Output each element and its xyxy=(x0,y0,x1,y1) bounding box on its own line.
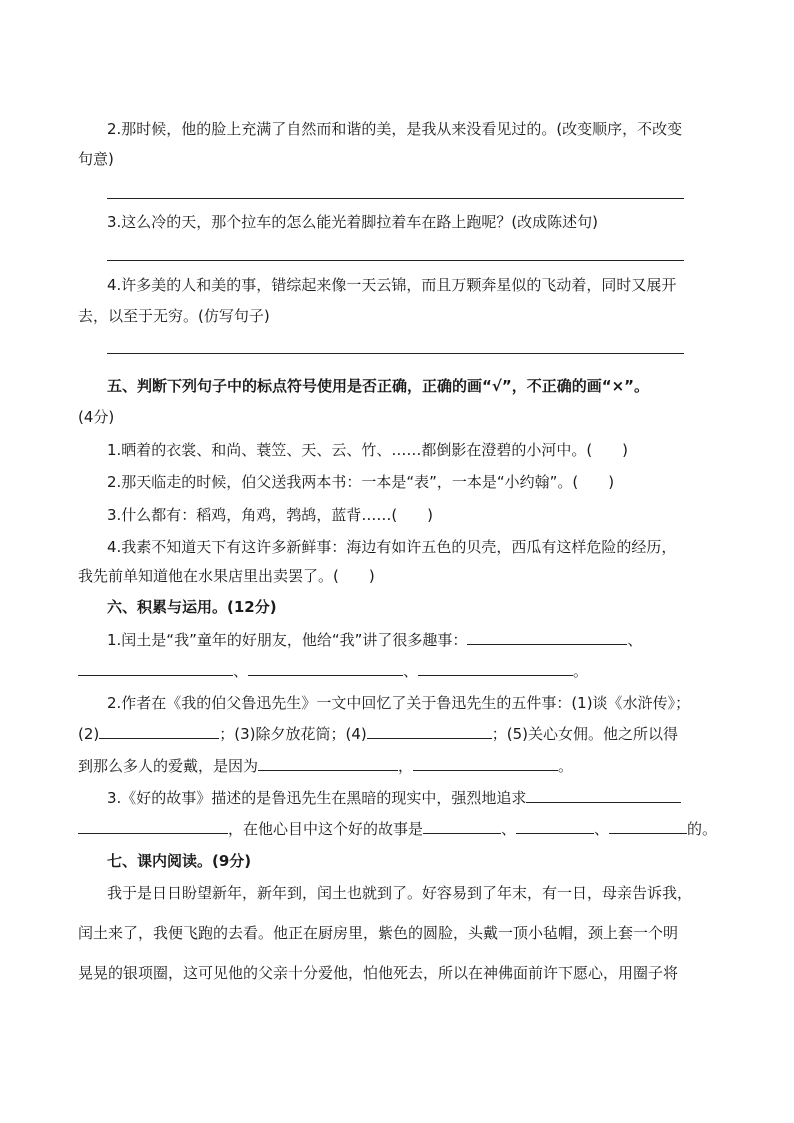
comma: 、 xyxy=(627,631,643,649)
q2-blank-2[interactable] xyxy=(367,723,492,739)
section5-item-1: 1.晒着的衣裳、和尚、蓑笠、天、云、竹、……都倒影在澄碧的小河中。( ) xyxy=(107,441,629,459)
period: 。 xyxy=(573,662,589,680)
q3-text-3: 的。 xyxy=(687,820,718,838)
section5-item-3: 3.什么都有：稻鸡，角鸡，鹁鸪，蓝背……( ) xyxy=(107,506,434,524)
q2-line-2: 句意) xyxy=(78,150,114,168)
q1-blank-1[interactable] xyxy=(467,629,627,645)
q3-blank-4[interactable] xyxy=(516,818,594,834)
q2-blank-1[interactable] xyxy=(99,723,219,739)
q1-blank-3[interactable] xyxy=(248,660,403,676)
section6-title: 六、积累与运用。(12分) xyxy=(107,598,277,616)
q2-answer-line[interactable] xyxy=(107,198,684,199)
period: 。 xyxy=(558,757,574,775)
section6-q1-line-2 xyxy=(78,660,728,682)
q3-blank-1[interactable] xyxy=(526,787,681,803)
section5-item-2: 2.那天临走的时候，伯父送我两本书：一本是“表”，一本是“小约翰”。( ) xyxy=(107,473,615,491)
section6-q3-line-2 xyxy=(78,818,728,840)
q1-blank-4[interactable] xyxy=(418,660,573,676)
q2-text-2: ；(3)除夕放花筒；(4) xyxy=(219,725,367,743)
comma: 、 xyxy=(501,820,517,838)
section7-title: 七、课内阅读。(9分) xyxy=(107,852,252,870)
comma: 、 xyxy=(594,820,610,838)
q3-blank-3[interactable] xyxy=(423,818,501,834)
q3-answer-line[interactable] xyxy=(107,260,684,261)
q2-line-1: 2.那时候，他的脸上充满了自然而和谐的美，是我从来没看见过的。(改变顺序，不改变 xyxy=(107,120,683,138)
section5-points: (4分) xyxy=(78,408,115,426)
q3-line-1: 3.这么冷的天，那个拉车的怎么能光着脚拉着车在路上跑呢？(改成陈述句) xyxy=(107,213,599,231)
q2-blank-3[interactable] xyxy=(258,755,398,771)
section6-q1-text: 1.闰土是“我”童年的好朋友，他给“我”讲了很多趣事： xyxy=(107,631,468,649)
section5-item-4-cont: 我先前单知道他在水果店里出卖罢了。( ) xyxy=(78,567,375,585)
q2-text-3: ；(5)关心女佣。他之所以得 xyxy=(491,725,678,743)
section6-q1-line-1 xyxy=(107,629,727,651)
q4-line-2: 去，以至于无穷。(仿写句子) xyxy=(78,307,270,325)
section7-para-line-1: 我于是日日盼望新年，新年到，闰土也就到了。好容易到了年末，有一日，母亲告诉我， xyxy=(107,884,693,902)
comma: ， xyxy=(398,757,414,775)
q3-text-1: 3.《好的故事》描述的是鲁迅先生在黑暗的现实中，强烈地追求 xyxy=(107,789,527,807)
section7-para-line-2: 闰土来了，我便飞跑的去看。他正在厨房里，紫色的圆脸，头戴一顶小毡帽，颈上套一个明 xyxy=(78,924,679,942)
q3-blank-5[interactable] xyxy=(609,818,687,834)
section5-title: 五、判断下列句子中的标点符号使用是否正确，正确的画“√”，不正确的画“×”。 xyxy=(107,377,650,395)
q1-blank-2[interactable] xyxy=(78,660,233,676)
section6-q2-line-2 xyxy=(78,723,728,745)
q4-answer-line[interactable] xyxy=(107,353,684,354)
q3-text-2: ，在他心目中这个好的故事是 xyxy=(228,820,424,838)
q4-line-1: 4.许多美的人和美的事，错综起来像一天云锦，而且万颗奔星似的飞动着，同时又展开 xyxy=(107,276,677,294)
q2-num: (2) xyxy=(78,725,100,743)
section6-q2-line-1: 2.作者在《我的伯父鲁迅先生》一文中回忆了关于鲁迅先生的五件事：(1)谈《水浒传》； xyxy=(107,694,691,712)
q2-text-4: 到那么多人的爱戴，是因为 xyxy=(78,757,259,775)
section7-para-line-3: 晃晃的银项圈，这可见他的父亲十分爱他，怕他死去，所以在神佛面前许下愿心，用圈子将 xyxy=(78,964,679,982)
q3-blank-2[interactable] xyxy=(78,818,228,834)
section6-q2-line-3 xyxy=(78,755,728,777)
section6-q3-line-1 xyxy=(107,787,727,809)
section5-item-4: 4.我素不知道天下有这许多新鲜事：海边有如许五色的贝壳，西瓜有这样危险的经历， xyxy=(107,538,677,556)
comma: 、 xyxy=(403,662,419,680)
comma: 、 xyxy=(233,662,249,680)
q2-blank-4[interactable] xyxy=(413,755,558,771)
